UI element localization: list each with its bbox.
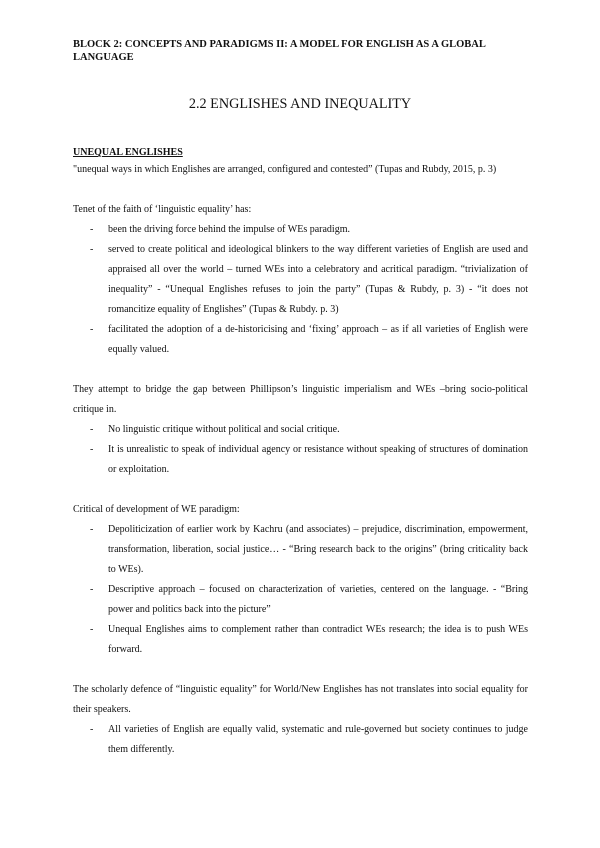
defence-intro: The scholarly defence of “linguistic equality” for World/New Englishes has not translates into social equality for their speakers. xyxy=(73,684,528,715)
bridge-list xyxy=(73,420,528,480)
list-item: - facilitated the adoption of a de-historicising and ‘fixing’ approach – as if all varieties of English were equally valued. xyxy=(73,320,528,360)
list-item: - served to create political and ideological blinkers to the way different varieties of English are used and appraised all over the world – turned WEs into a celebratory and acritical paradigm. “trivialization of inequality” - “Unequal Englishes refuses to join the party” (Tupas & Rubdy, p. 3) - “it does not romancitize equality of Englishes” (Tupas & Rubdy. p. 3) xyxy=(73,240,528,320)
bridge-intro: They attempt to bridge the gap between Phillipson’s linguistic imperialism and WEs –bring socio-political critique in. xyxy=(73,384,528,415)
section-heading: UNEQUAL ENGLISHES xyxy=(73,147,183,158)
list-item: - No linguistic critique without political and social critique. xyxy=(73,420,528,440)
list-item: - It is unrealistic to speak of individual agency or resistance without speaking of structures of domination or exploitation. xyxy=(73,440,528,480)
definition-quote: "unequal ways in which Englishes are arranged, configured and contested” (Tupas and Rubdy, 2015, p. 3) xyxy=(73,164,497,175)
list-item: - been the driving force behind the impulse of WEs paradigm. xyxy=(73,220,528,240)
critical-list xyxy=(73,520,528,660)
list-item: - Depoliticization of earlier work by Kachru (and associates) – prejudice, discrimination, empowerment, transformation, liberation, social justice… - “Bring research back to the origins” (bring criticality back to WEs). xyxy=(73,520,528,580)
tenet-list xyxy=(73,220,528,360)
list-item: - Descriptive approach – focused on characterization of varieties, centered on the language. - “Bring power and politics back into the picture” xyxy=(73,580,528,620)
list-item: - Unequal Englishes aims to complement rather than contradict WEs research; the idea is to push WEs forward. xyxy=(73,620,528,660)
list-item: - All varieties of English are equally valid, systematic and rule-governed but society continues to judge them differently. xyxy=(73,720,528,760)
tenet-intro: Tenet of the faith of ‘linguistic equality’ has: xyxy=(73,204,252,215)
critical-intro: Critical of development of WE paradigm: xyxy=(73,504,240,515)
defence-list xyxy=(73,720,528,760)
document-body xyxy=(73,146,528,760)
block-title: BLOCK 2: CONCEPTS AND PARADIGMS II: A MODEL FOR ENGLISH AS A GLOBAL LANGUAGE xyxy=(73,39,486,63)
section-title: 2.2 ENGLISHES AND INEQUALITY xyxy=(188,96,412,112)
